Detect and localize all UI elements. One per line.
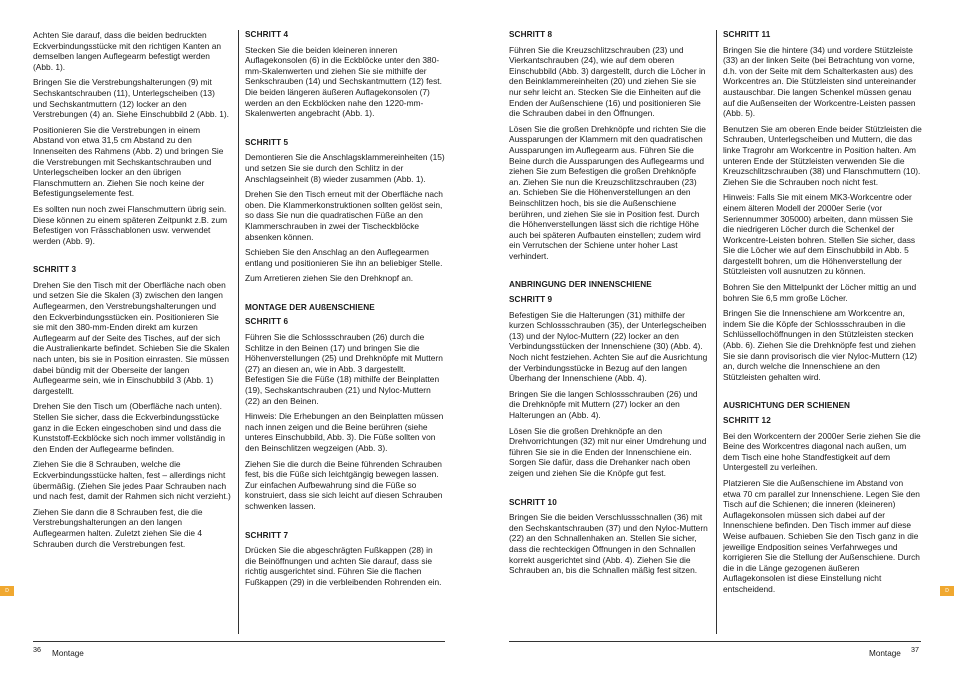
footer-rule-left [33,641,445,642]
paragraph: Bei den Workcentern der 2000er Serie ziehen Sie die Beine des Workcentres diagonal nach außen, um dem Tisch eine hohe Standfestigkeit auf dem Untergestell zu verleihen. [723,430,921,473]
section-heading: SCHRITT 4 [245,30,289,39]
column-divider [716,30,717,634]
text-column-1 [33,30,231,554]
section-heading: SCHRITT 12 [723,416,771,425]
language-tab-left: D [0,586,14,596]
section-heading: SCHRITT 10 [509,497,557,507]
paragraph: Hinweis: Falls Sie mit einem MK3-Workcentre oder einem älteren Modell der 2000er Serie (vor Seriennummer 305000) arbeiten, dann müssen Sie die niedrigeren Löcher durch die Schenkel der Workcentre-Leisten bohren. Stellen Sie sicher, dass Sie die Löcher wie auf dem Einschubbild in Abb. 5 dargestellt bohren, um die Höhenverstellung der Stützleisten voll ausnutzen zu können. [723,192,916,277]
paragraph: Befestigen Sie die Halterungen (31) mithilfe der kurzen Schlossschrauben (35), der Unterlegscheiben (13) und der Nyloc-Muttern (22) locker an den Verbindungsstücken der Innenschiene (30) (Abb. 4). Noch nicht festziehen. Achten Sie auf die Ausrichtung der Verbindungsstücke in Bezug auf den langen Überhang der Innenschiene (Abb. 4). [509,309,708,384]
language-tab-right: D [940,586,954,596]
footer-rule-right [509,641,921,642]
section-gap [723,387,923,401]
paragraph: Ziehen Sie die 8 Schrauben, welche die Eckverbindungsstücke halten, fest – allerdings nicht übermäßig. (Ziehen Sie jedes Paar Schrauben nach und nach fest, damit der Rahmen sich nicht verzieht.) [33,459,231,502]
paragraph: Stecken Sie die beiden kleineren inneren Auflagekonsolen (6) in die Eckblöcke unter den 380-mm-Skalenwerten und ziehen Sie sie mithilfe der Senkschrauben (14) und Sechskantmuttern (12) fest. Die beiden längeren äußeren Auflagekonsolen (7) werden an den Eckblöcken nahe den 1220-mm-Skalenwerten angebracht (Abb. 1). [245,44,442,119]
paragraph: Bringen Sie die hintere (34) und vordere Stützleiste (33) an der linken Seite (bei Betrachtung von vorne, d.h. von der Seite mit dem Schalterkasten aus) des Workcentres an. Die Stützleisten sind untereinander austauschbar. Die langen Schenkel müssen genau auf die Außenseiten der Workcentre-Leisten passen (Abb. 5). [723,44,917,119]
section-heading: SCHRITT 3 [33,265,77,275]
text-column-4 [723,30,923,600]
paragraph: Drehen Sie den Tisch erneut mit der Oberfläche nach oben. Die Klammerkonstruktionen sollten gelöst sein, so dass Sie nun die quadratischen Füße an den Klammerschrauben in zwei der Tischeckblöcke absenken können. [245,189,443,242]
text-column-3 [509,30,708,581]
paragraph: Lösen Sie die großen Drehknöpfe und richten Sie die Aussparungen der Klammern mit den quadratischen Aussparungen im Auflegearm aus. Führen Sie die Beine durch die Aussparungen des Auflegearms und ziehen Sie zum Befestigen die großen Drehknöpfe an. Ziehen Sie nun die Kreuzschlitzschrauben (23) an. Schieben Sie die Höhenverstellungen an den Beinschlitzen hoch, bis sie die Außenschiene berühren, und ziehen Sie sie in Position fest. Durch die Höhenverstellungen lässt sich die richtige Höhe auch bei späteren Aufbauten einstellen; zudem wird ein Verrutschen der Schiene unter hoher Last verhindert. [509,123,706,261]
section-heading: SCHRITT 9 [509,295,553,305]
footer-label-left: Montage [52,649,84,658]
section-heading: SCHRITT 7 [245,530,289,540]
paragraph: Zum Arretieren ziehen Sie den Drehknopf an. [245,273,414,284]
paragraph: Platzieren Sie die Außenschiene im Abstand von etwa 70 cm parallel zur Innenschiene. Legen Sie den Tisch auf die Schienen; die inneren (kleineren) Auflagekonsolen müssen sich dabei auf der Innenschiene befinden. Den Tisch immer auf diese Weise aufbauen. Schieben Sie den Tisch ganz in die jeweilige Endposition seines Verfahrweges und korrigieren Sie die Stellung der Außenschiene. Durch die in die Länge gezogenen äußeren Auflagekonsolen ist diese Einstellung nicht entscheidend. [723,477,920,594]
paragraph: Führen Sie die Kreuzschlitzschrauben (23) und Vierkantschrauben (24), wie auf dem oberen Einschubbild (Abb. 3) dargestellt, durch die Löcher in den Beinklammereinheiten (20) und ziehen Sie sie nur sehr leicht an. Stecken Sie die Einheiten auf die Enden der Außenschiene (16) und positionieren Sie die Schrauben dabei in den Öffnungen. [509,44,706,119]
section-gap [509,484,708,498]
text-column-2 [245,30,445,593]
paragraph: Bohren Sie den Mittelpunkt der Löcher mittig an und bohren Sie 6,5 mm große Löcher. [723,282,917,303]
paragraph: Drehen Sie den Tisch um (Oberfläche nach unten). Stellen Sie sicher, dass die Eckverbindungsstücke ganz in die Ecken eingeschoben sind und dass die Kunststoff-Eckblöcke sich noch immer vollständig in den Enden der Auflegearme befinden. [33,401,226,454]
column-divider [238,30,239,634]
paragraph: Bringen Sie die langen Schlossschrauben (26) und die Drehknöpfe mit Muttern (27) locker an den Halterungen an (Abb. 4). [509,388,698,420]
paragraph: Drücken Sie die abgeschrägten Fußkappen (28) in die Beinöffnungen und achten Sie darauf, dass sie richtig ausgerichtet sind. Führen Sie die flachen Fußkappen (29) in die verbleibenden Rohrenden ein. [245,545,442,587]
paragraph: Ziehen Sie dann die 8 Schrauben fest, die die Verstrebungshalterungen an den langen Auflegearmen halten. Zuletzt ziehen Sie die 4 Schrauben durch die Verstrebungen fest. [33,506,203,549]
paragraph: Bringen Sie die beiden Verschlussschnallen (36) mit den Sechskantschrauben (37) und den Nyloc-Muttern (22) an den Schnallenhaken an. Stellen Sie sicher, dass die rechteckigen Öffnungen in den Schnallen korrekt ausgerichtet sind (Abb. 4). Ziehen Sie die Schrauben an, bis die Schnallen mäßig fest sitzen. [509,512,708,576]
section-gap [509,266,708,280]
paragraph: Benutzen Sie am oberen Ende beider Stützleisten die Schrauben, Unterlegscheiben und Muttern, die das linke Tragrohr am Workcentre in Position halten. Am unteren Ende der Stützleisten verwenden Sie die Kreuzschlitzschrauben (38) und Flanschmuttern (10). Ziehen Sie die Schrauben noch nicht fest. [723,123,922,187]
paragraph: Lösen Sie die großen Drehknöpfe an den Drehvorrichtungen (32) mit nur einer Umdrehung und führen Sie sie in die Enden der Innenschiene ein. Sorgen Sie dafür, dass die Drehanker nach oben zeigen und ziehen Sie die Knöpfe gut fest. [509,425,707,478]
section-heading: SCHRITT 6 [245,317,289,327]
paragraph: Positionieren Sie die Verstrebungen in einem Abstand von etwa 31,5 cm Abstand zu den Innenseiten des Rahmens (Abb. 2) und bringen Sie die Verstrebungen mit Sechskantschrauben und Unterlegscheiben locker an den übrigen Flanschmuttern an. Ziehen Sie noch keine der Befestigungselemente fest. [33,124,224,199]
section-heading: AUSRICHTUNG DER SCHIENEN [723,401,851,411]
section-gap [245,124,445,138]
page-number-right: 37 [911,645,919,654]
paragraph: Schieben Sie den Anschlag an den Auflegearmen entlang und positionieren Sie ihn an beliebiger Stelle. [245,247,443,268]
section-gap [245,517,445,531]
paragraph: Bringen Sie die Innenschiene am Workcentre an, indem Sie die Köpfe der Schlossschrauben in die Schlüssellochöffnungen in den Stützleisten stecken (Abb. 6). Ziehen Sie die Drehknöpfe fest und ziehen Sie sie dann provisorisch die vier Nyloc-Muttern (12) an, durch welche die Innenschiene an den Stützleisten gehalten wird. [723,308,918,382]
paragraph: Ziehen Sie die durch die Beine führenden Schrauben fest, bis die Füße sich leichtgängig bewegen lassen. Zur einfachen Aufbewahrung sind die Füße so konstruiert, dass sie sich leicht auf diesen Schrauben schwenken lassen. [245,458,443,511]
section-heading: ANBRINGUNG DER INNENSCHIENE [509,280,652,290]
section-heading: SCHRITT 5 [245,137,289,147]
paragraph: Drehen Sie den Tisch mit der Oberfläche nach oben und setzen Sie die Skalen (3) zwischen den langen Auflegearmen, den Verstrebungshalterungen und den Eckverbindungsstücken ein. Positionieren Sie sie mit den 380-mm-Enden direkt am kurzen Auflegearm auf der Seite des Tisches, auf der sich die Australienkarte befindet. Schieben Sie die Skalen nach unten, bis sie in Position einrasten. Sie müssen dabei bündig mit der Oberseite der langen Auflegearme sein, wie in Einschubbild 3 (Abb. 1) dargestellt. [33,279,230,396]
page-number-left: 36 [33,645,41,654]
section-gap [245,289,445,303]
section-gap [33,251,231,265]
section-heading: SCHRITT 8 [509,30,553,39]
paragraph: Achten Sie darauf, dass die beiden bedruckten Eckverbindungsstücke mit den richtigen Kanten an demselben langen Auflegearm befestigt werden (Abb. 1). [33,30,222,72]
paragraph: Bringen Sie die Verstrebungshalterungen (9) mit Sechskantschrauben (11), Unterlegscheiben (13) und Sechskantmuttern (12) locker an den Verstrebungen (4) an. Siehe Einschubbild 2 (Abb. 1). [33,77,230,120]
paragraph: Es sollten nun noch zwei Flanschmuttern übrig sein. Diese können zu einem späteren Zeitpunkt z.B. zum Befestigen von Frässchablonen usw. verwendet werden (Abb. 9). [33,203,228,246]
section-heading: MONTAGE DER AUßENSCHIENE [245,302,375,312]
section-heading: SCHRITT 11 [723,30,771,39]
footer-label-right: Montage [869,649,901,658]
paragraph: Führen Sie die Schlossschrauben (26) durch die Schlitze in den Beinen (17) und bringen Sie die Höhenverstellungen (25) und Drehknöpfe mit Muttern (27) an diesen an, wie in Abb. 3 dargestellt. Befestigen Sie die Füße (18) mithilfe der Beinplatten (19), Sechskantschrauben (21) und Nyloc-Muttern (22) an den Beinen. [245,332,443,406]
paragraph: Hinweis: Die Erhebungen an den Beinplatten müssen nach innen zeigen und die Beine berühren (siehe unteres Einschubbild, Abb. 3). Die Füße sollten von den Beinschlitzen wegzeigen (Abb. 3). [245,411,444,453]
paragraph: Demontieren Sie die Anschlagsklammereinheiten (15) und setzen Sie sie durch den Schlitz in der Anschlagseinheit (8) wieder zusammen (Abb. 1). [245,152,445,184]
